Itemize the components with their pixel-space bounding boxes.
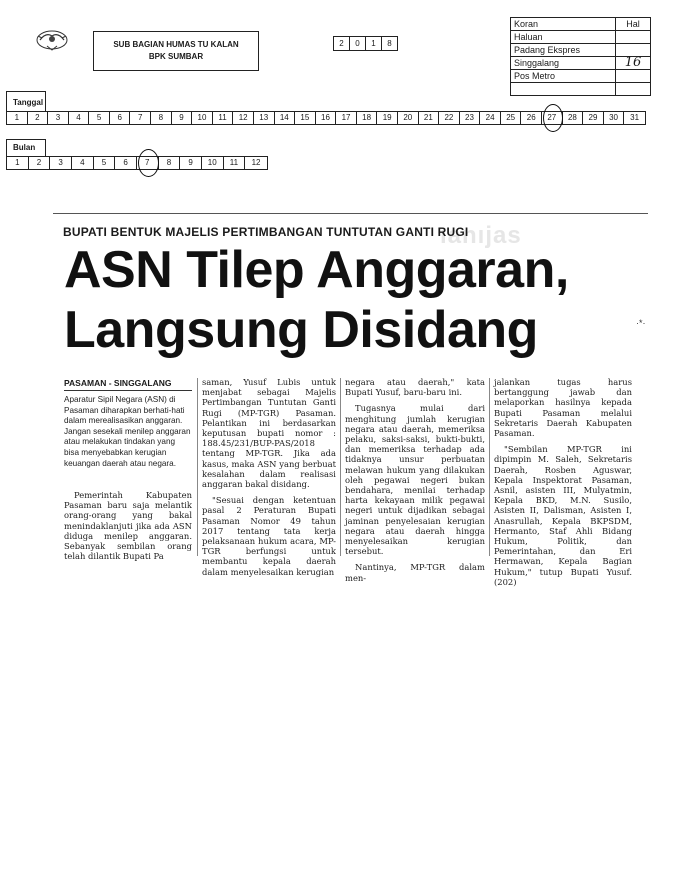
number-cell: 13: [254, 112, 275, 124]
number-cell: 6: [115, 157, 137, 169]
number-cell: 5: [89, 112, 110, 124]
number-cell: 24: [480, 112, 501, 124]
garuda-emblem-icon: [34, 26, 70, 56]
article-paragraph: "Sembilan MP-TGR ini dipimpin M. Saleh, Sekretaris Daerah, Rosben Aguswar, Kepala Inspektorat Pasaman, Asnil, asisten III, Mulyatmin, Kepala BKD, M.N. Susilo, Asisten II, Dalisman, Asisten I, Anasrullah, Kepala BKPSDM, Hermanto, Staf Ahli Bidang Hukum, Politik, dan Pemerintahan, dan Eri Hermawan, Kepala Bagian Hukum," tutup Bupati Yusuf. (202): [494, 444, 632, 587]
year-digit: 0: [350, 37, 366, 50]
number-cell: 12: [251, 158, 261, 167]
year-box: [333, 36, 398, 51]
number-cell: 30: [604, 112, 625, 124]
number-cell: 6: [110, 112, 131, 124]
column-divider: [489, 378, 490, 556]
article-column-4: [494, 377, 632, 593]
article-column-2: [202, 377, 336, 583]
number-cell: 19: [377, 112, 398, 124]
bulan-label: Bulan: [6, 139, 46, 157]
year-digit: 8: [387, 39, 392, 48]
article-paragraph: Pemerintah Kabupaten Pasaman baru saja melantik orang-orang yang bakal menindaklanjuti jika ada ASN diduga menilep anggaran. Sebanyak sembilan orang telah dilantik Bupati Pa: [64, 490, 192, 562]
source-row: [511, 57, 651, 70]
source-page: [616, 70, 651, 83]
number-cell: 3: [48, 112, 69, 124]
number-cell: 7: [137, 157, 159, 169]
source-table-header: [511, 18, 651, 31]
source-name: Pos Metro: [511, 70, 616, 83]
number-cell: 15: [295, 112, 316, 124]
number-cell: 29: [583, 112, 604, 124]
number-cell: 1: [7, 157, 29, 169]
year-digit: 2: [334, 37, 350, 50]
source-page: [616, 83, 651, 96]
number-cell: 17: [336, 112, 357, 124]
number-cell: 9: [180, 157, 202, 169]
number-cell: 9: [172, 112, 193, 124]
article-column-1: [64, 490, 192, 567]
source-row: [511, 83, 651, 96]
article-paragraph: Nantinya, MP-TGR dalam men-: [345, 562, 485, 583]
number-cell: 5: [94, 157, 116, 169]
source-row: [511, 70, 651, 83]
article-paragraph: jalankan tugas harus bertanggung jawab dan melaporkan hasilnya kepada Bupati Pasaman melalui Sekretaris Daerah Kabupaten Pasaman.: [494, 377, 632, 439]
source-row: [511, 31, 651, 44]
number-cell: 12: [233, 112, 254, 124]
column-divider: [340, 378, 341, 556]
number-cell: 8: [159, 157, 181, 169]
year-digit: 1: [366, 37, 382, 50]
source-page: 16: [616, 57, 651, 70]
number-cell: 1: [7, 112, 28, 124]
number-cell: 18: [357, 112, 378, 124]
number-cell: 25: [501, 112, 522, 124]
number-cell: 7: [130, 112, 151, 124]
source-name: [511, 83, 616, 96]
headline-line-2: Langsung Disidang: [64, 301, 538, 359]
number-cell: 14: [275, 112, 296, 124]
number-cell: 11: [213, 112, 234, 124]
article-paragraph: Tugasnya mulai dari menghitung jumlah kerugian negara atau daerah, memeriksa pelaku, saksi-saksi, bukti-bukti, dan memeriksa terhadap ada tidaknya unsur perbuatan melawan hukum yang dilakukan oleh pegawai negeri bukan bendahara, menilai terhadap harta kekayaan milik pegawai negeri untuk dijadikan sebagai jaminan penyelesaian kerugian negara atau daerah hingga menyelesaikan kerugian tersebut.: [345, 403, 485, 557]
number-cell: 4: [69, 112, 90, 124]
article-paragraph: negara atau daerah," kata Bupati Yusuf, baru-baru ini.: [345, 377, 485, 398]
source-name: Singgalang: [511, 57, 616, 70]
article-headline: [64, 240, 584, 360]
bleed-through-text: ıanıjas: [440, 222, 522, 249]
article-kicker: BUPATI BENTUK MAJELIS PERTIMBANGAN TUNTUTAN GANTI RUGI: [63, 225, 469, 239]
month-row: [6, 156, 268, 170]
headline-line-1: ASN Tilep Anggaran,: [64, 241, 569, 299]
number-cell: 4: [72, 157, 94, 169]
number-cell: 31: [630, 113, 640, 122]
tanggal-label: Tanggal: [6, 91, 46, 112]
article-byline: PASAMAN - SINGGALANG: [64, 378, 192, 391]
article-paragraph: "Sesuai dengan ketentuan pasal 2 Peraturan Bupati Pasaman Nomor 49 tahun 2017 tentang tata kerja pelaksanaan hukum acara, MP-TGR berfungsi untuk membantu kepala daerah dalam menyelesaikan kerugian: [202, 495, 336, 577]
hal-header: Hal: [616, 18, 651, 31]
source-name: Haluan: [511, 31, 616, 44]
article-paragraph: saman, Yusuf Lubis untuk menjabat sebagai Majelis Pertimbangan Tuntutan Ganti Rugi (MP-TGR) Pasaman. Pelantikan ini berdasarkan keputusan bupati nomor : 188.45/231/BUP-PAS/2018 tentang MP-TGR. Jika ada kasus, maka ASN yang berbuat kesalahan dalam realisasi anggaran bakal disidang.: [202, 377, 336, 490]
date-row: [6, 111, 646, 125]
number-cell: 3: [50, 157, 72, 169]
number-cell: 20: [398, 112, 419, 124]
number-cell: 11: [224, 157, 246, 169]
hand-drawn-circle-mark: [543, 104, 563, 132]
office-line-1: SUB BAGIAN HUMAS TU KALAN: [113, 40, 239, 49]
column-divider: [197, 378, 198, 556]
number-cell: 28: [563, 112, 584, 124]
number-cell: 16: [316, 112, 337, 124]
hand-drawn-circle-mark: [138, 149, 159, 177]
number-cell: 21: [419, 112, 440, 124]
office-label-box: [93, 31, 259, 71]
office-line-2: BPK SUMBAR: [148, 52, 204, 61]
article-lede: Aparatur Sipil Negara (ASN) di Pasaman diharapkan berhati-hati dalam merealisasikan anggaran. Jangan sesekali menilep anggaran atau melakukan tindakan yang bisa menyebabkan kerugian keuangan daerah atau negara.: [64, 395, 191, 468]
number-cell: 27: [542, 112, 563, 124]
number-cell: 8: [151, 112, 172, 124]
source-page: [616, 31, 651, 44]
newspaper-source-table: [510, 17, 651, 96]
number-cell: 22: [439, 112, 460, 124]
number-cell: 10: [202, 157, 224, 169]
number-cell: 26: [521, 112, 542, 124]
scan-speck: ·*·: [636, 318, 646, 328]
koran-header: Koran: [511, 18, 616, 31]
number-cell: 2: [29, 157, 51, 169]
number-cell: 23: [460, 112, 481, 124]
article-top-rule: [53, 213, 648, 214]
number-cell: 2: [28, 112, 49, 124]
article-column-3: [345, 377, 485, 589]
source-name: Padang Ekspres: [511, 44, 616, 57]
number-cell: 10: [192, 112, 213, 124]
